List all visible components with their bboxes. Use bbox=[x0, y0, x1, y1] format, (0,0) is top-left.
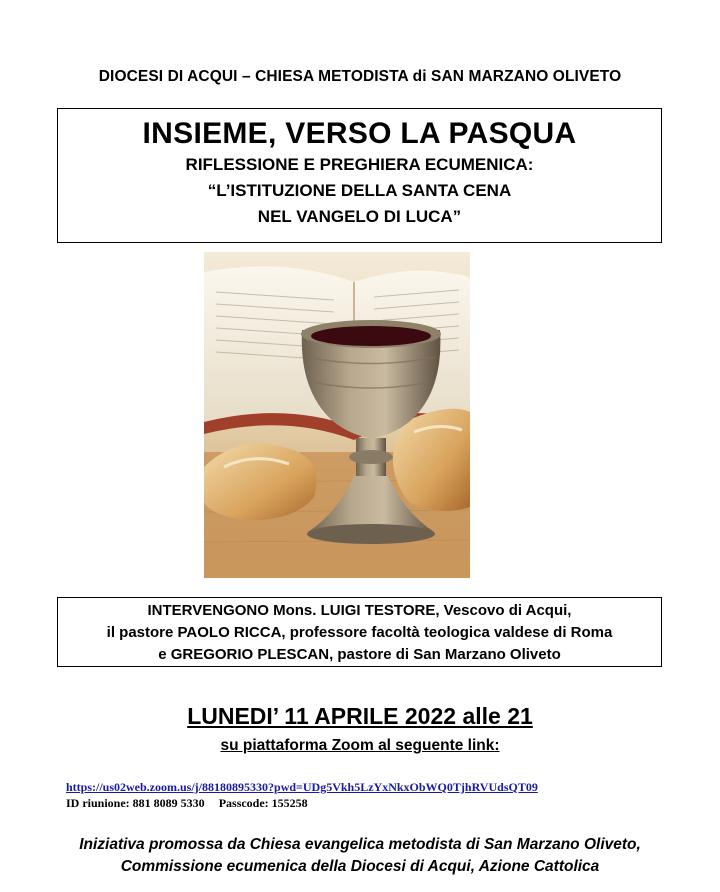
meeting-info bbox=[66, 796, 308, 811]
event-subtitle-line-1: RIFLESSIONE E PREGHIERA ECUMENICA: bbox=[185, 155, 534, 174]
event-title: INSIEME, VERSO LA PASQUA bbox=[142, 117, 577, 150]
zoom-link[interactable]: https://us02web.zoom.us/j/88180895330?pwd=UDg5Vkh5LzYxNkxObWQ0TjhRVUdsQT09 bbox=[66, 780, 538, 794]
platform-note: su piattaforma Zoom al seguente link: bbox=[220, 737, 500, 754]
meeting-passcode: Passcode: 155258 bbox=[218, 796, 308, 810]
meeting-id: ID riunione: 881 8089 5330 bbox=[66, 796, 205, 810]
footer-line-1: Iniziativa promossa da Chiesa evangelica metodista di San Marzano Oliveto, bbox=[79, 836, 641, 853]
promoters-footer bbox=[0, 834, 720, 878]
event-subtitle-line-3: NEL VANGELO DI LUCA” bbox=[257, 207, 462, 226]
event-date: LUNEDI’ 11 APRILE 2022 alle 21 bbox=[187, 703, 533, 729]
footer-line-2: Commissione ecumenica della Diocesi di Acqui, Azione Cattolica bbox=[120, 858, 600, 875]
event-subtitle-line-2: “L’ISTITUZIONE DELLA SANTA CENA bbox=[207, 181, 512, 200]
speakers-line-2: il pastore PAOLO RICCA, professore facoltà teologica valdese di Roma bbox=[106, 624, 613, 641]
title-box bbox=[57, 108, 662, 243]
organizers-header: DIOCESI DI ACQUI – CHIESA METODISTA di SAN MARZANO OLIVETO bbox=[98, 68, 622, 85]
speakers-box bbox=[57, 597, 662, 667]
chalice-bread-bible-illustration bbox=[204, 252, 470, 578]
chalice-photo bbox=[204, 252, 470, 578]
speakers-line-1: INTERVENGONO Mons. LUIGI TESTORE, Vescovo di Acqui, bbox=[147, 602, 572, 619]
speakers-line-3: e GREGORIO PLESCAN, pastore di San Marzano Oliveto bbox=[158, 646, 561, 663]
